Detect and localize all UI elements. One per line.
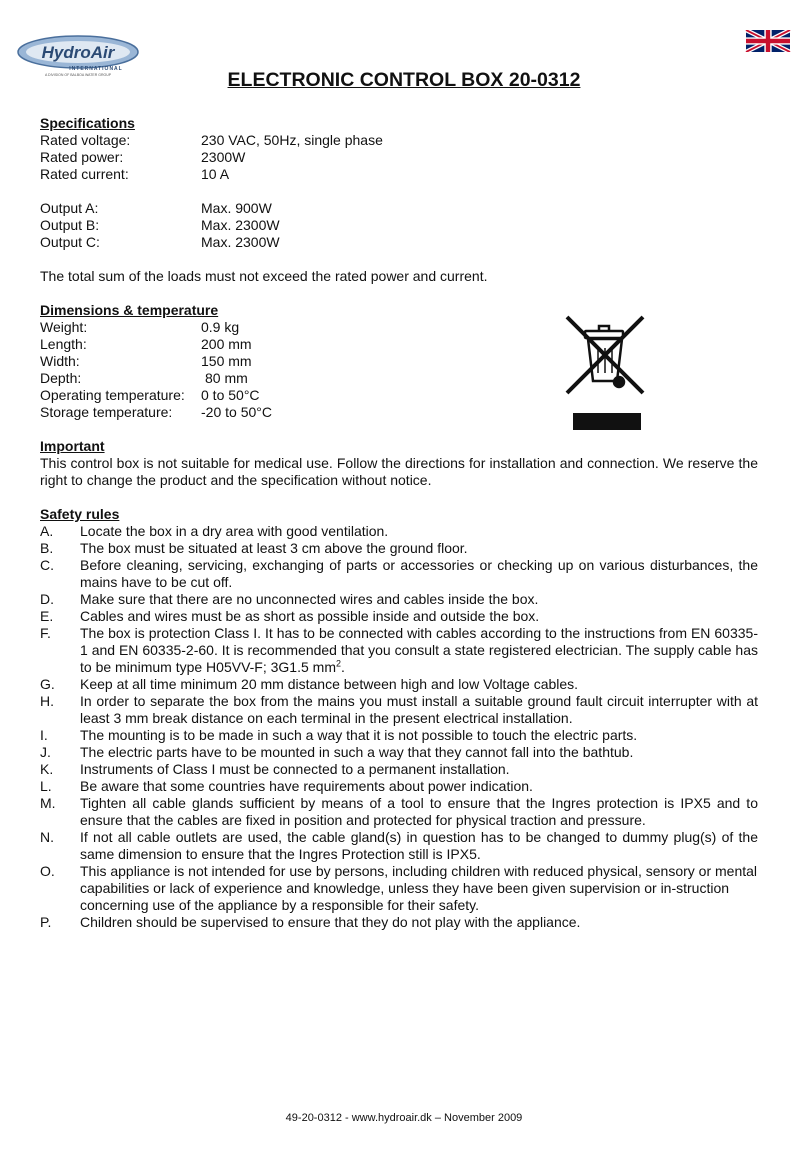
logo-text: HydroAir: [41, 43, 115, 62]
safety-rule: K. Instruments of Class I must be connected to a permanent installation.: [40, 761, 510, 777]
output-row: Output B: Max. 2300W: [40, 217, 280, 233]
document-body: [40, 115, 758, 931]
safety-rule: N. If not all cable outlets are used, the cable gland(s) in question has to be changed to dummy plug(s) of the same dimension to ensure that the Ingres Protection still is IPX5.: [40, 829, 758, 862]
logo-tagline: A DIVISION OF BALBOA WATER GROUP: [44, 73, 112, 77]
safety-rule: O. This appliance is not intended for use by persons, including children with reduced physical, sensory or mental capabilities or lack of experience and knowledge, unless they have been given supervision or in-struction concerning use of the appliance by a responsible for their safety.: [40, 863, 758, 913]
safety-rule: P. Children should be supervised to ensure that they do not play with the appliance.: [40, 914, 581, 930]
dimension-row: Operating temperature: 0 to 50°C: [40, 387, 260, 403]
document-title: ELECTRONIC CONTROL BOX 20-0312: [227, 69, 581, 91]
safety-heading: Safety rules: [40, 506, 120, 522]
dimension-row: Length: 200 mm: [40, 336, 252, 352]
spec-row: Rated power: 2300W: [40, 149, 246, 165]
safety-rule: J. The electric parts have to be mounted in such a way that they cannot fall into the bathtub.: [40, 744, 634, 760]
safety-rule: G. Keep at all time minimum 20 mm distance between high and low Voltage cables.: [40, 676, 579, 692]
safety-rule: D. Make sure that there are no unconnected wires and cables inside the box.: [40, 591, 539, 607]
specifications-heading: Specifications: [40, 115, 135, 131]
safety-rule: H. In order to separate the box from the mains you must install a suitable ground fault circuit interrupter with at least 3 mm break distance on each terminal in the present electrical installation.: [40, 693, 758, 726]
important-heading: Important: [40, 438, 105, 454]
safety-rule: E. Cables and wires must be as short as possible inside and outside the box.: [40, 608, 540, 624]
loads-note: The total sum of the loads must not exceed the rated power and current.: [40, 268, 488, 284]
dimension-row: Storage temperature: -20 to 50°C: [40, 404, 272, 420]
logo-sub: INTERNATIONAL: [69, 66, 123, 72]
important-text: This control box is not suitable for medical use. Follow the directions for installation and connection. We reserve the right to change the product and the specification without notice.: [40, 455, 758, 488]
safety-rule: I. The mounting is to be made in such a way that it is not possible to touch the electric parts.: [40, 727, 638, 743]
safety-rule: A. Locate the box in a dry area with good ventilation.: [40, 523, 389, 539]
dimension-row: Weight: 0.9 kg: [40, 319, 240, 335]
uk-flag-icon: [745, 30, 791, 52]
safety-rule: L. Be aware that some countries have requirements about power indication.: [40, 778, 533, 794]
spec-row: Rated current: 10 A: [40, 166, 230, 182]
dimension-row: Depth: 80 mm: [40, 370, 248, 386]
dimensions-heading: Dimensions & temperature: [40, 302, 219, 318]
page-footer: 49-20-0312 - www.hydroair.dk – November 2009: [285, 1112, 523, 1124]
output-row: Output C: Max. 2300W: [40, 234, 280, 250]
safety-rule: M. Tighten all cable glands sufficient by means of a tool to ensure that the Ingres protection is IPX5 and to ensure that the cables are fixed in position and protected for physical traction and pressure.: [40, 795, 758, 828]
safety-rule: B. The box must be situated at least 3 cm above the ground floor.: [40, 540, 468, 556]
crossed-out-bin-icon: [561, 313, 649, 431]
output-row: Output A: Max. 900W: [40, 200, 272, 216]
spec-row: Rated voltage: 230 VAC, 50Hz, single phase: [40, 132, 383, 148]
dimension-row: Width: 150 mm: [40, 353, 252, 369]
safety-rule: C. Before cleaning, servicing, exchanging of parts or accessories or checking up on various disturbances, the mains have to be cut off.: [40, 557, 758, 590]
safety-rule: F. The box is protection Class I. It has to be connected with cables according to the instructions from EN 60335-1 and EN 60335-2-60. It is recommended that you consult a state registered electrician. The supply cable has to be minimum type H05VV-F; 3G1.5 $mm^2$.: [40, 625, 758, 675]
